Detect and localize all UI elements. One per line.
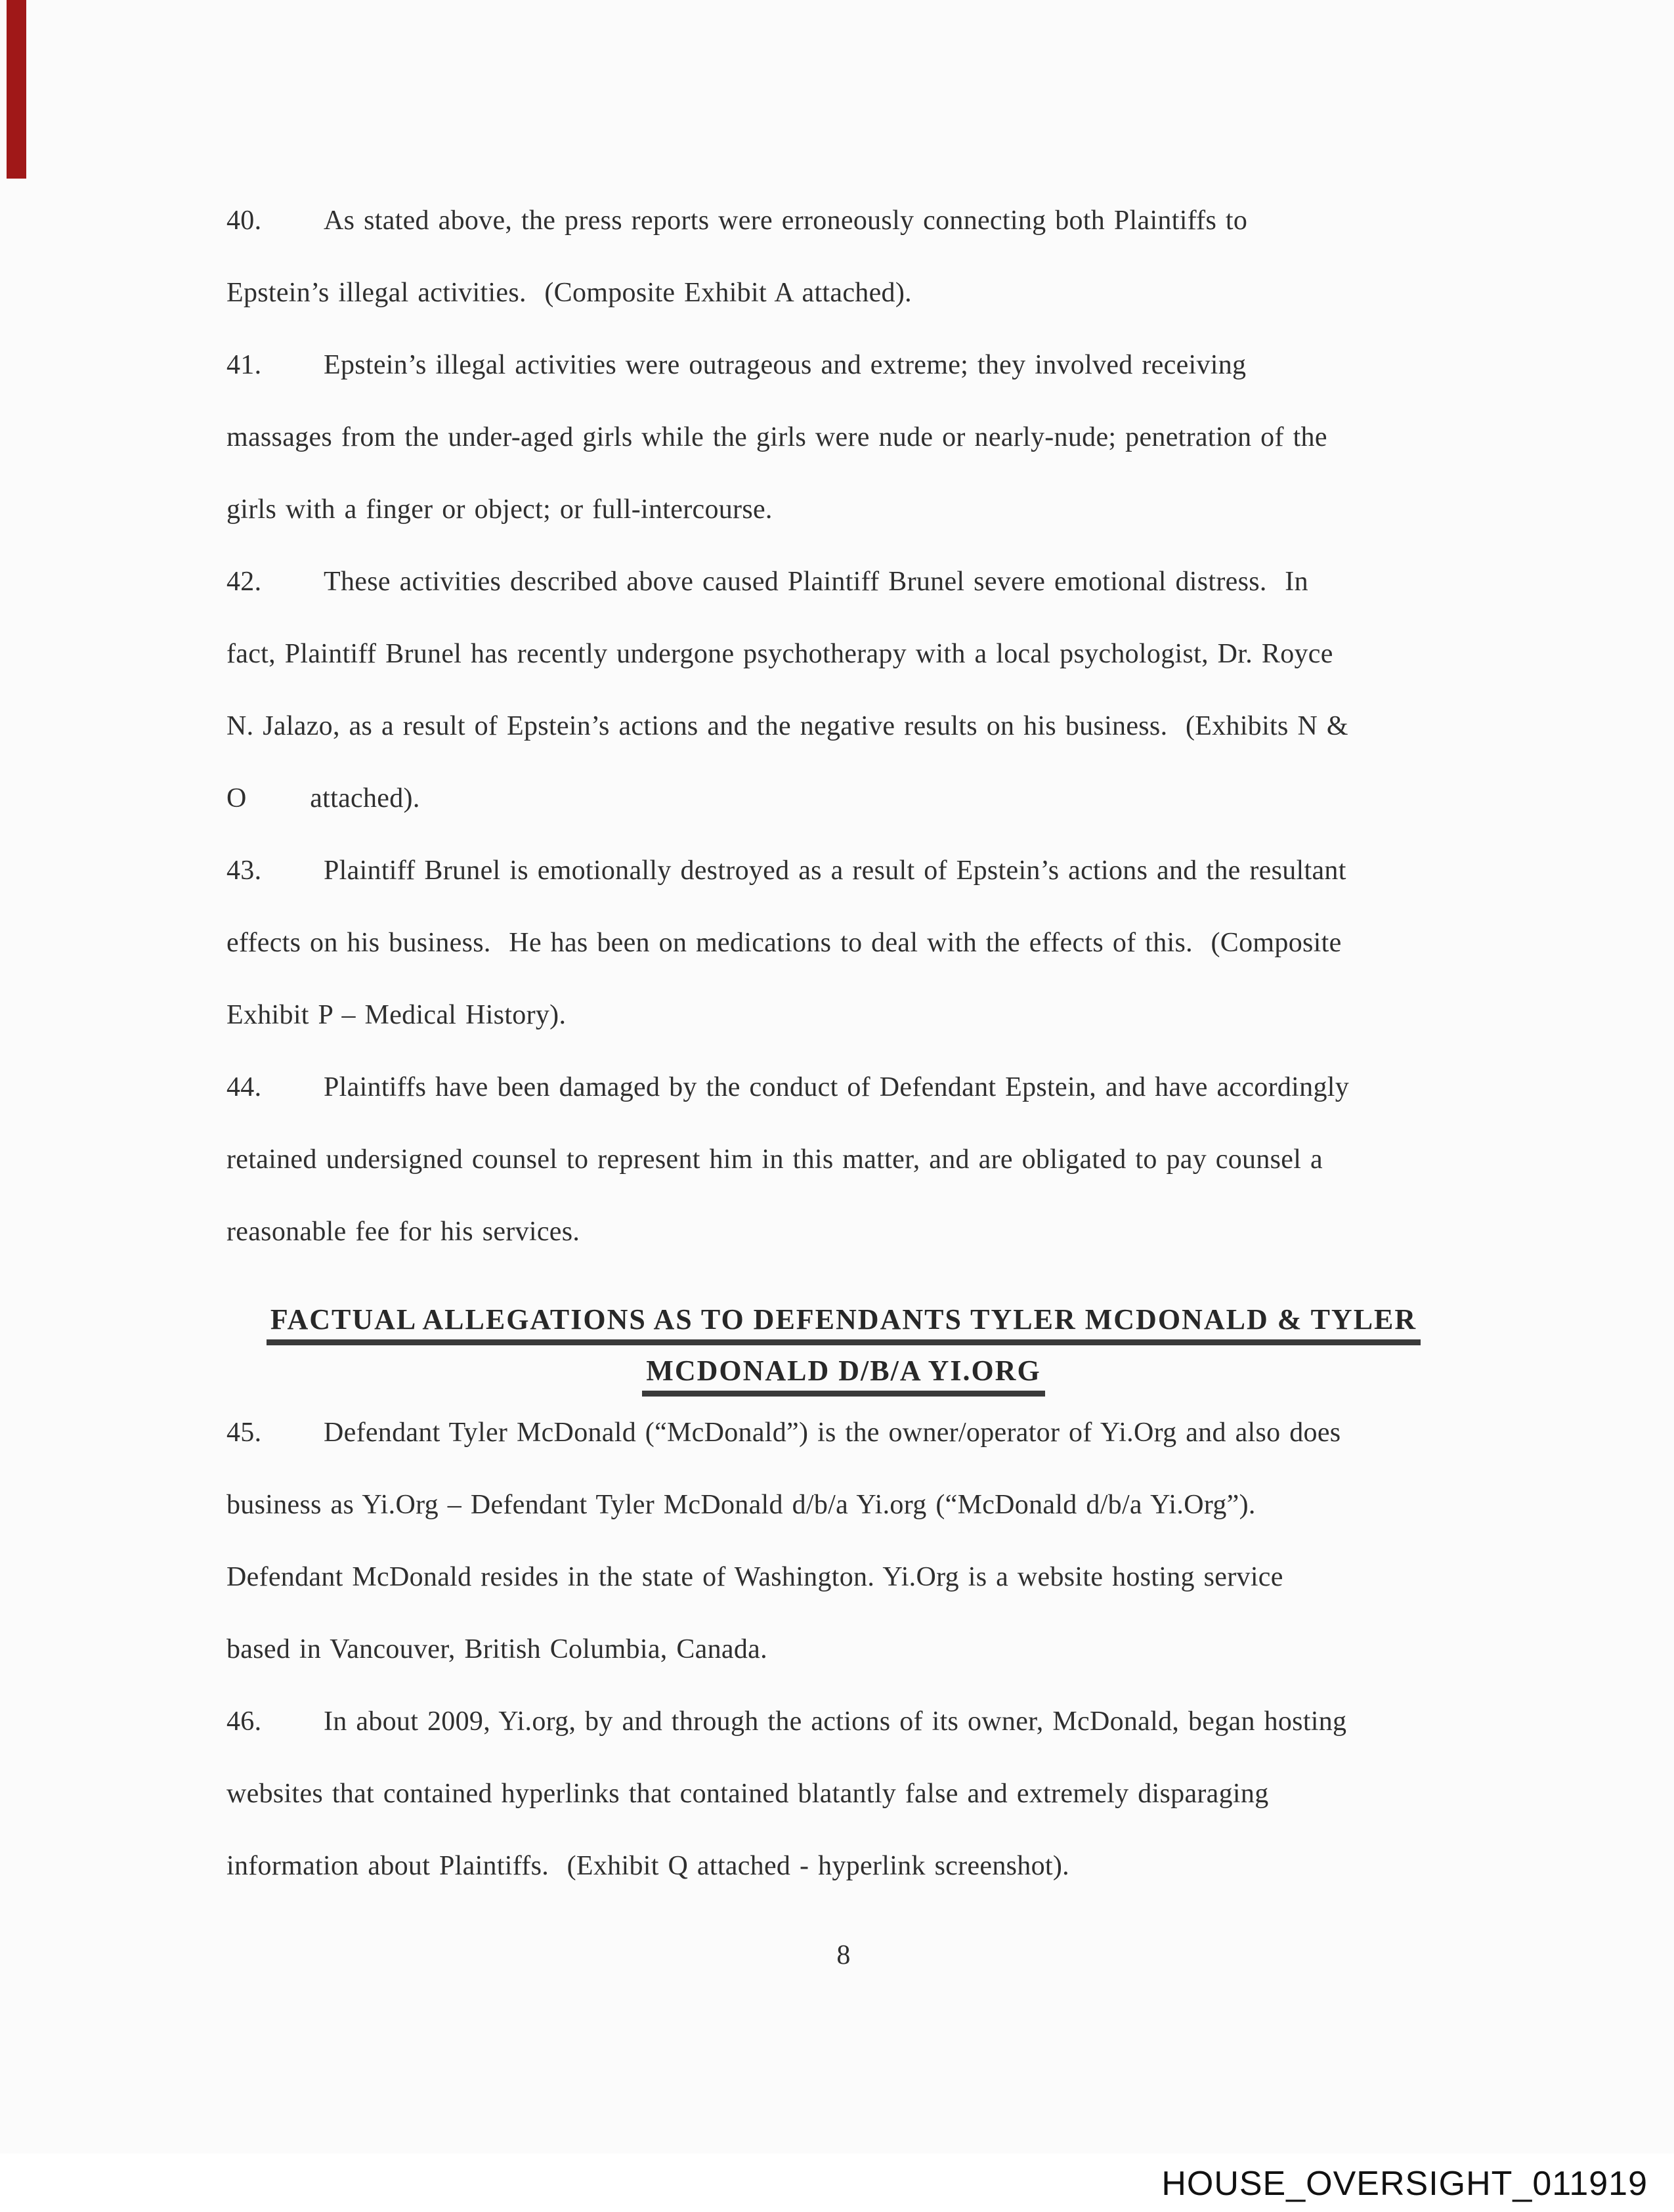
para-46-line-1 (226, 1685, 1461, 1758)
page-number-text: 8 (836, 1940, 851, 1970)
para-46-line-2 (226, 1758, 1461, 1830)
para-44-line-2 (226, 1123, 1461, 1196)
para-44-line-3 (226, 1196, 1461, 1268)
para-42-line-3 (226, 690, 1461, 762)
para-41-line-2 (226, 401, 1461, 473)
paragraph-text: Defendant Tyler McDonald (“McDonald”) is the owner/operator of Yi.Org and also does (324, 1418, 1341, 1448)
paragraph-text: fact, Plaintiff Brunel has recently undergone psychotherapy with a local psychologist, Dr. Royce (226, 639, 1333, 669)
para-40-line-1 (226, 184, 1461, 257)
page-number (226, 1919, 1461, 1991)
paragraph-text: girls with a finger or object; or full-intercourse. (226, 494, 773, 525)
footer-band (0, 2154, 1674, 2212)
bates-number: HOUSE_OVERSIGHT_011919 (1161, 2165, 1648, 2203)
para-46-line-3 (226, 1830, 1461, 1902)
paragraph-text: As stated above, the press reports were erroneously connecting both Plaintiffs to (324, 206, 1248, 236)
para-41-line-3 (226, 473, 1461, 546)
paragraph-text: Plaintiff Brunel is emotionally destroyed as a result of Epstein’s actions and the resultant (324, 856, 1346, 886)
paragraph-text: business as Yi.Org – Defendant Tyler McDonald d/b/a Yi.org (“McDonald d/b/a Yi.Org”). (226, 1490, 1256, 1520)
paragraph-text: Exhibit P – Medical History). (226, 1000, 567, 1030)
para-42-line-2 (226, 618, 1461, 690)
para-45-line-3 (226, 1541, 1461, 1613)
para-45-line-4 (226, 1613, 1461, 1685)
para-45-line-1 (226, 1397, 1461, 1469)
paragraph-text: based in Vancouver, British Columbia, Canada. (226, 1634, 767, 1664)
paragraph-number: 44. (226, 1072, 262, 1102)
paragraph-text: reasonable fee for his services. (226, 1217, 580, 1247)
paragraph-number: 46. (226, 1706, 262, 1737)
paragraph-text: Epstein’s illegal activities were outrageous and extreme; they involved receiving (324, 350, 1247, 380)
para-42-line-1 (226, 546, 1461, 618)
para-43-line-2 (226, 907, 1461, 979)
paragraph-text: Epstein’s illegal activities. (Composite Exhibit A attached). (226, 278, 912, 308)
paragraph-text: In about 2009, Yi.org, by and through the actions of its owner, McDonald, began hosting (324, 1706, 1347, 1737)
para-41-line-1 (226, 329, 1461, 401)
scan-artifact-stripe (7, 0, 26, 179)
para-43-line-1 (226, 835, 1461, 907)
section-heading-text: FACTUAL ALLEGATIONS AS TO DEFENDANTS TYLER MCDONALD & TYLER (267, 1303, 1421, 1345)
para-40-line-2 (226, 257, 1461, 329)
paragraph-number: 42. (226, 567, 262, 597)
section-heading-line-1 (226, 1294, 1461, 1345)
paragraph-text: Defendant McDonald resides in the state of Washington. Yi.Org is a website hosting service (226, 1562, 1283, 1592)
paragraph-text: Plaintiffs have been damaged by the conduct of Defendant Epstein, and have accordingly (324, 1072, 1350, 1102)
section-heading-line-2 (226, 1345, 1461, 1397)
paragraph-text: websites that contained hyperlinks that contained blatantly false and extremely disparaging (226, 1779, 1269, 1809)
paragraph-text: massages from the under-aged girls while the girls were nude or nearly-nude; penetration of the (226, 422, 1327, 452)
paragraph-number: 43. (226, 856, 262, 886)
paragraph-number: 40. (226, 206, 262, 236)
section-heading-text: MCDONALD D/B/A YI.ORG (642, 1355, 1044, 1397)
paragraph-number: 45. (226, 1418, 262, 1448)
para-43-line-3 (226, 979, 1461, 1051)
paragraph-text: effects on his business. He has been on medications to deal with the effects of this. (Composite (226, 928, 1342, 958)
paragraph-number: 41. (226, 350, 262, 380)
paragraph-text: These activities described above caused Plaintiff Brunel severe emotional distress. In (324, 567, 1308, 597)
para-44-line-1 (226, 1051, 1461, 1123)
paragraph-text: N. Jalazo, as a result of Epstein’s actions and the negative results on his business. (Exhibits N & (226, 711, 1348, 741)
para-42-line-4 (226, 762, 1461, 835)
section-heading (226, 1294, 1461, 1397)
paragraph-text: retained undersigned counsel to represent him in this matter, and are obligated to pay counsel a (226, 1144, 1323, 1175)
para-45-line-2 (226, 1469, 1461, 1541)
paragraph-text: information about Plaintiffs. (Exhibit Q attached - hyperlink screenshot). (226, 1851, 1069, 1881)
paragraph-text: O attached). (226, 783, 420, 813)
document-body (226, 184, 1461, 1991)
